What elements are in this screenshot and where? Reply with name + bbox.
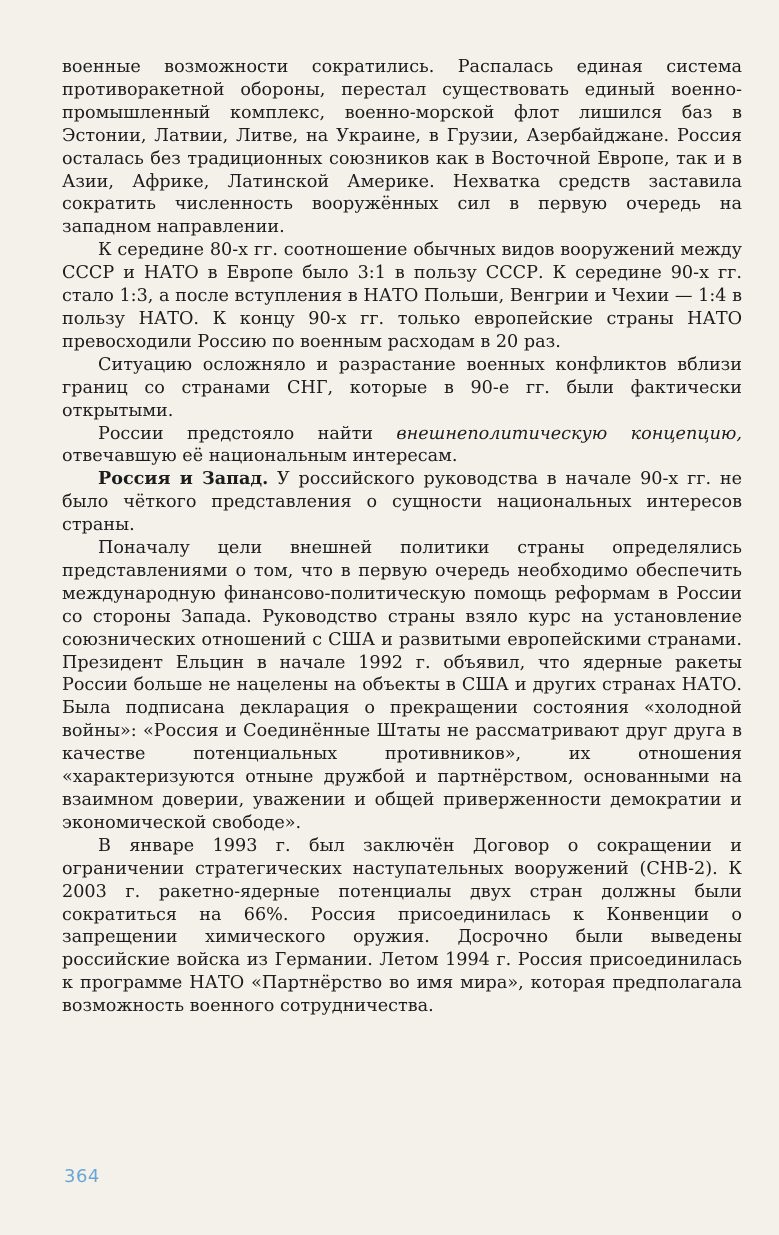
paragraph-1: военные возможности сократились. Распалась единая система противоракетной обороны, перестал существовать единый военно-промышленный комплекс, военно-морской флот лишился баз в Эстонии, Латвии, Литве, на Украине, в Грузии, Азербайджане. Россия осталась без традиционных союзников как в Восточной Европе, так и в Азии, Африке, Латинской Америке. Нехватка средств заставила сократить численность вооружённых сил в первую очередь на западном направлении. (62, 57, 742, 238)
paragraph-6: Поначалу цели внешней политики страны определялись представлениями о том, что в первую очередь необходимо обеспечить международную финансово-политическую помощь реформам в России со стороны Запада. Руководство страны взяло курс на установление союзнических отношений с США и развитыми европейскими странами. Президент Ельцин в начале 1992 г. объявил, что ядерные ракеты России больше не нацелены на объекты в США и других странах НАТО. Была подписана декларация о прекращении состояния «холодной войны»: «Россия и Соединённые Штаты не рассматривают друг друга в качестве потенциальных противников», их отношения «характеризуются отныне дружбой и партнёрством, основанными на взаимном доверии, уважении и общей приверженности демократии и экономической свободе». (62, 538, 742, 833)
paragraph-4 (62, 423, 742, 469)
paragraph-5-text: У российского руководства в начале 90-х гг. не было чёткого представления о сущности национальных интересов страны. (62, 469, 742, 536)
paragraph-4-after: отвечавшую её национальным интересам. (62, 446, 458, 467)
paragraph-2: К середине 80-х гг. соотношение обычных видов вооружений между СССР и НАТО в Европе было 3:1 в пользу СССР. К середине 90-х гг. стало 1:3, а после вступления в НАТО Польши, Венгрии и Чехии — 1:4 в пользу НАТО. К концу 90-х гг. только европейские страны НАТО превосходили Россию по военным расходам в 20 раз. (62, 240, 742, 352)
paragraph-5 (62, 468, 742, 537)
paragraph-7: В январе 1993 г. был заключён Договор о сокращении и ограничении стратегических наступательных вооружений (СНВ-2). К 2003 г. ракетно-ядерные потенциалы двух стран должны были сократиться на 66%. Россия присоединилась к Конвенции о запрещении химического оружия. Досрочно были выведены российские войска из Германии. Летом 1994 г. Россия присоединилась к программе НАТО «Партнёрство во имя мира», которая предполагала возможность военного сотрудничества. (62, 835, 742, 1017)
section-heading-russia-west: Россия и Запад. (98, 468, 269, 490)
page-number: 364 (64, 1166, 100, 1187)
page-body (62, 56, 742, 1018)
paragraph-3: Ситуацию осложняло и разрастание военных конфликтов вблизи границ со странами СНГ, которые в 90-е гг. были фактически открытыми. (62, 354, 742, 421)
paragraph-4-before: России предстояло найти (98, 423, 397, 444)
paragraph-4-italic-term: внешнеполитическую концепцию, (396, 423, 742, 444)
